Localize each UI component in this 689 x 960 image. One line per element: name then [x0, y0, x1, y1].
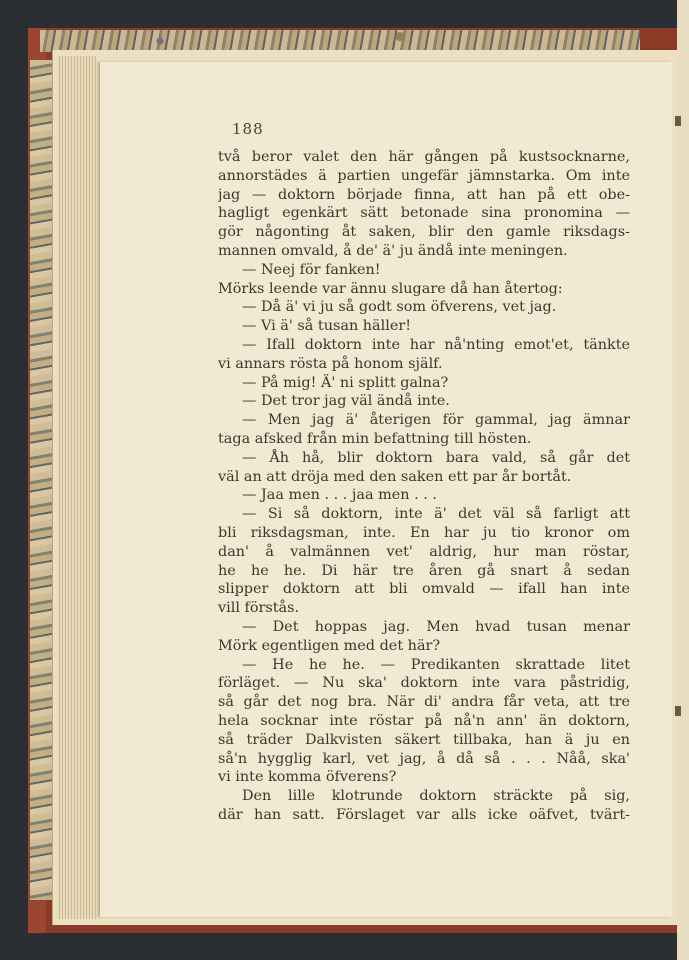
text-line: — På mig! Ä' ni splitt galna?	[242, 374, 449, 391]
text-line: vi annars rösta på honom själf.	[218, 355, 443, 372]
marbled-endpaper-top	[40, 30, 640, 52]
text-line: vi inte komma öfverens?	[218, 769, 397, 786]
text-line: vill förstås.	[218, 600, 300, 617]
text-line: mannen omvald, å de' ä' ju ändå inte meningen.	[218, 242, 568, 259]
edge-mark	[675, 116, 681, 126]
scan-right-margin	[677, 0, 689, 960]
page-number: 188	[232, 120, 264, 138]
text-line: förläget. — Nu ska' doktorn inte vara påstridig,	[218, 675, 630, 692]
text-line: — He he he. — Predikanten skrattade litet	[242, 656, 630, 673]
text-line: — Åh hå, blir doktorn bara vald, så går det	[242, 449, 630, 466]
text-line: väl an att dröja med den saken ett par år bortåt.	[218, 468, 572, 485]
text-line: dan' å valmännen vet' aldrig, hur man röstar,	[218, 543, 630, 560]
text-line: hagligt egenkärt sätt betonade sina pronomina —	[218, 205, 630, 222]
text-line: så träder Dalkvisten säkert tillbaka, han ä ju en	[218, 731, 630, 748]
text-line: — Då ä' vi ju så godt som öfverens, vet jag.	[242, 299, 557, 316]
text-line: bli riksdagsman, inte. En har ju tio kronor om	[218, 524, 630, 541]
text-line: så går det nog bra. När di' andra får veta, att tre	[218, 694, 630, 711]
body-text	[218, 148, 630, 825]
text-line: slipper doktorn att bli omvald — ifall han inte	[218, 581, 630, 598]
text-line: — Vi ä' så tusan häller!	[242, 318, 412, 335]
text-line: gör någonting åt saken, blir den gamle riksdags-	[218, 224, 630, 241]
text-line: — Neej för fanken!	[242, 261, 381, 278]
text-line: där han satt. Förslaget var alls icke oäfvet, tvärt-	[218, 806, 630, 823]
text-line: — Det hoppas jag. Men hvad tusan menar	[242, 618, 630, 635]
text-line: hela socknar inte röstar på nå'n ann' än doktorn,	[218, 712, 630, 729]
text-line: så'n hygglig karl, vet jag, å då så . . . Nåå, ska'	[218, 750, 630, 767]
text-line: — Det tror jag väl ändå inte.	[242, 393, 450, 410]
text-line: taga afsked från min befattning till hösten.	[218, 430, 532, 447]
text-line: he he he. Di här tre åren gå snart å sedan	[218, 562, 630, 579]
text-line: jag — doktorn började finna, att han på ett obe-	[218, 186, 630, 203]
text-line: Mörk egentligen med det här?	[218, 637, 441, 654]
text-line: — Jaa men . . . jaa men . . .	[242, 487, 437, 504]
text-line: annorstädes ä partien ungefär jämnstarka. Om inte	[218, 167, 630, 184]
text-line: två beror valet den här gången på kustsocknarne,	[218, 149, 630, 165]
edge-mark	[675, 706, 681, 716]
text-line: — Ifall doktorn inte har nå'nting emot'et, tänkte	[242, 336, 630, 353]
text-line: — Men jag ä' återigen för gammal, jag ämnar	[242, 412, 630, 429]
text-line: Mörks leende var ännu slugare då han återtog:	[218, 280, 563, 297]
text-line: — Si så doktorn, inte ä' det väl så farligt att	[242, 506, 630, 523]
text-line: Den lille klotrunde doktorn sträckte på sig,	[242, 788, 630, 805]
